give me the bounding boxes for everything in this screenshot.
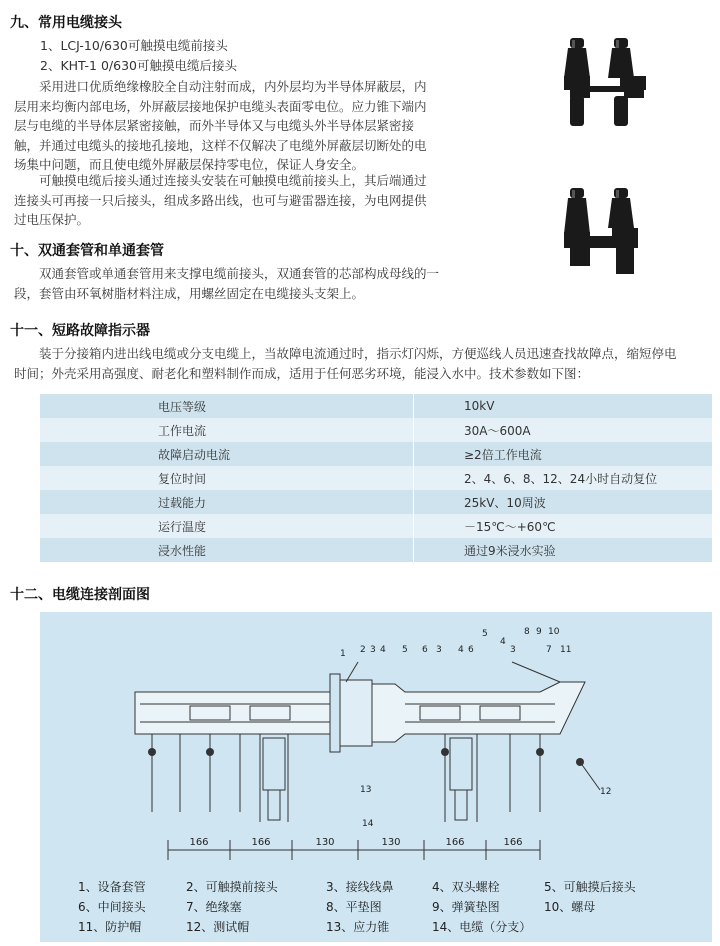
section12-heading: 十二、电缆连接剖面图 xyxy=(10,587,150,603)
para2-line: 连接头可再接一只后接头，组成多路出线，也可与避雷器连接，为电网提供 xyxy=(14,192,427,208)
para2-line: 过电压保护。 xyxy=(14,212,90,227)
para1-line: 采用进口优质绝缘橡胶全自动注射而成，内外层均为半导体屏蔽层，内 xyxy=(39,79,427,94)
legend-item: 9、弹簧垫图 xyxy=(432,900,500,914)
callout-number: 6 xyxy=(468,645,474,655)
para1-line: 层与电缆的半导体层紧密接触，而外半导体又与电缆头外半导体层紧密接 xyxy=(14,118,415,133)
callout-number: 13 xyxy=(360,785,372,795)
callout-number: 9 xyxy=(536,627,542,637)
section10-line: 段，套管由环氧树脂材料注成，用螺丝固定在电缆接头支架上。 xyxy=(14,285,365,301)
legend-item: 12、测试帽 xyxy=(186,920,250,934)
param-value: ≥2倍工作电流 xyxy=(414,442,713,466)
callout-number: 14 xyxy=(362,819,374,829)
front-connector-image xyxy=(548,30,658,140)
callout-number: 3 xyxy=(510,645,516,655)
legend-item: 4、双头螺栓 xyxy=(432,880,500,894)
table-row xyxy=(40,394,712,418)
legend-item: 14、电缆（分支） xyxy=(432,920,532,934)
param-value: 30A～600A xyxy=(414,418,713,442)
legend-item: 6、中间接头 xyxy=(78,900,146,914)
callout-number: 2 xyxy=(360,645,366,655)
table-row xyxy=(40,538,712,562)
param-value: 10kV xyxy=(414,394,713,418)
dimension-label: 130 xyxy=(381,837,401,848)
para1-line: 层用来均衡内部电场，外屏蔽层接地保护电缆头表面零电位。应力锥下端内 xyxy=(14,98,427,114)
param-name: 浸水性能 xyxy=(40,538,414,562)
section9-paragraph2 xyxy=(14,171,494,230)
rear-connector-image xyxy=(548,180,658,290)
section10-paragraph xyxy=(14,264,494,303)
callout-number: 10 xyxy=(548,627,560,637)
section11-paragraph xyxy=(14,344,714,383)
legend-item: 10、螺母 xyxy=(544,900,596,914)
legend-item: 7、绝缘塞 xyxy=(186,900,242,914)
param-value: 通过9米浸水实验 xyxy=(414,538,713,562)
callout-number: 12 xyxy=(600,787,612,797)
section11-heading: 十一、短路故障指示器 xyxy=(10,323,150,339)
param-name: 复位时间 xyxy=(40,466,414,490)
param-name: 电压等级 xyxy=(40,394,414,418)
fault-indicator-params-table xyxy=(40,394,712,562)
section11-line: 装于分接箱内进出线电缆或分支电缆上，当故障电流通过时，指示灯闪烁，方便巡线人员迅速查找故障点，缩短停电 xyxy=(39,346,677,361)
legend-item: 3、接线线鼻 xyxy=(326,880,394,894)
param-value: 2、4、6、8、12、24小时自动复位 xyxy=(414,466,713,490)
param-name: 运行温度 xyxy=(40,514,414,538)
callout-number: 4 xyxy=(500,637,506,647)
callout-number: 4 xyxy=(458,645,464,655)
legend-item: 13、应力锥 xyxy=(326,920,390,934)
section10-line: 双通套管或单通套管用来支撑电缆前接头，双通套管的芯部构成母线的一 xyxy=(39,266,440,281)
callout-number: 7 xyxy=(546,645,552,655)
table-row xyxy=(40,514,712,538)
section10-heading: 十、双通套管和单通套管 xyxy=(10,243,164,259)
section9-heading: 九、常用电缆接头 xyxy=(10,15,122,31)
cable-section-diagram xyxy=(40,612,712,870)
section9-paragraph1 xyxy=(14,77,494,175)
para2-line: 可触摸电缆后接头通过连接头安装在可触摸电缆前接头上，其后端通过 xyxy=(39,173,427,188)
param-value: 25kV、10周波 xyxy=(414,490,713,514)
callout-number: 1 xyxy=(340,649,346,659)
callout-number: 11 xyxy=(560,645,572,655)
param-name: 故障启动电流 xyxy=(40,442,414,466)
dimension-label: 166 xyxy=(251,837,271,848)
section9-item2: 2、KHT-1 0/630可触摸电缆后接头 xyxy=(40,58,237,73)
param-value: －15℃～+60℃ xyxy=(414,514,713,538)
callout-number: 6 xyxy=(422,645,428,655)
dimension-label: 130 xyxy=(315,837,335,848)
para1-line: 触，并通过电缆头的接地孔接地，这样不仅解决了电缆外屏蔽层切断处的电 xyxy=(14,137,427,153)
legend-item: 8、平垫图 xyxy=(326,900,382,914)
table-row xyxy=(40,466,712,490)
param-name: 工作电流 xyxy=(40,418,414,442)
callout-number: 5 xyxy=(402,645,408,655)
callout-number: 4 xyxy=(380,645,386,655)
legend-item: 5、可触摸后接头 xyxy=(544,880,636,894)
section9-item1: 1、LCJ-10/630可触摸电缆前接头 xyxy=(40,38,228,53)
dimension-label: 166 xyxy=(445,837,465,848)
legend-item: 1、设备套管 xyxy=(78,880,146,894)
callout-number: 5 xyxy=(482,629,488,639)
legend-item: 11、防护帽 xyxy=(78,920,142,934)
section11-line: 时间；外壳采用高强度、耐老化和塑料制作而成，适用于任何恶劣环境，能浸入水中。技术参数如下图： xyxy=(14,365,590,381)
diagram-legend xyxy=(78,878,698,938)
table-row xyxy=(40,418,712,442)
param-name: 过载能力 xyxy=(40,490,414,514)
para1-line: 场集中问题，而且使电缆外屏蔽层保持零电位，保证人身安全。 xyxy=(14,157,365,172)
dimension-label: 166 xyxy=(503,837,523,848)
table-row xyxy=(40,490,712,514)
callout-number: 3 xyxy=(436,645,442,655)
table-row xyxy=(40,442,712,466)
dimension-label: 166 xyxy=(189,837,209,848)
legend-item: 2、可触摸前接头 xyxy=(186,880,278,894)
callout-number: 8 xyxy=(524,627,530,637)
callout-number: 3 xyxy=(370,645,376,655)
